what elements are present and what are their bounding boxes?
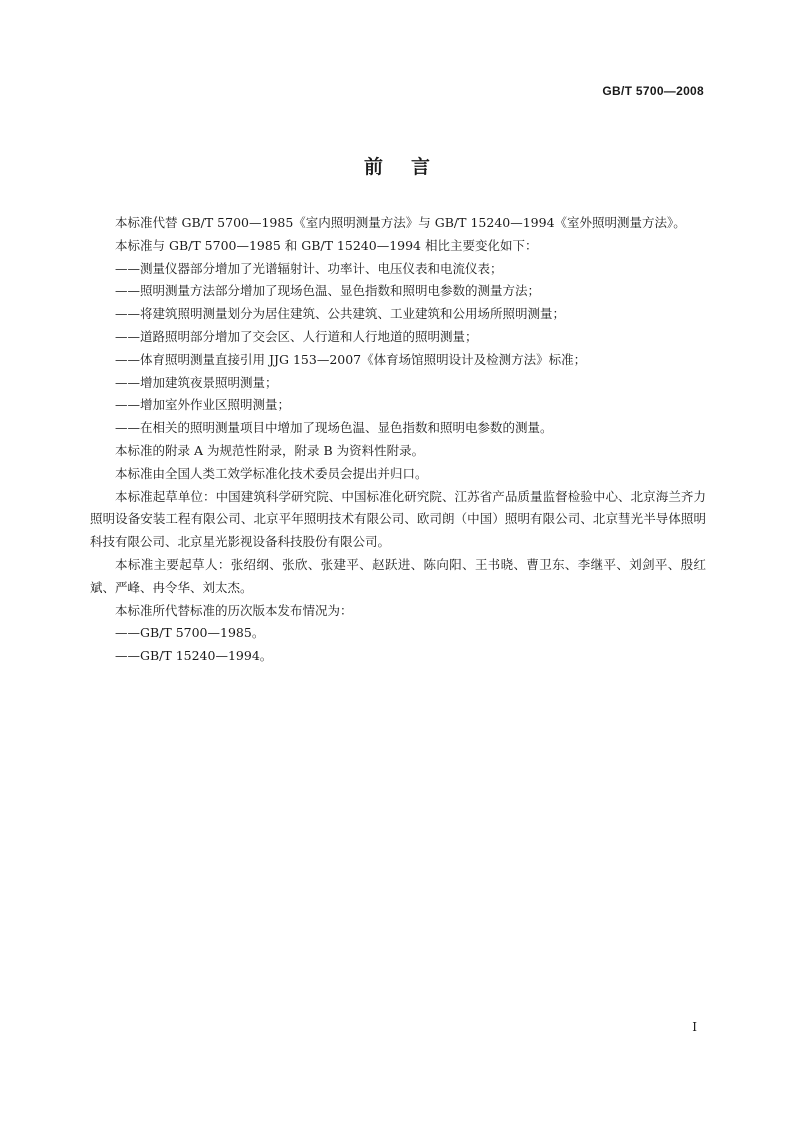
paragraph: 本标准由全国人类工效学标准化技术委员会提出并归口。 [115,465,428,481]
list-item: ——GB/T 15240—1994。 [115,648,273,664]
paragraph: 本标准代替 GB/T 5700—1985《室内照明测量方法》与 GB/T 15240—1994《室外照明测量方法》。 [115,215,686,230]
list-item: ——增加建筑夜景照明测量； [115,374,278,390]
list-item: ——体育照明测量直接引用 JJG 153—2007《体育场馆照明设计及检测方法》标准； [115,351,587,367]
paragraph: 本标准所代替标准的历次版本发布情况为： [115,602,353,618]
paragraph: 本标准起草单位：中国建筑科学研究院、中国标准化研究院、江苏省产品质量监督检验中心、北京海兰齐力照明设备安装工程有限公司、北京平年照明技术有限公司、欧司朗（中国）照明有限公司、北京彗光半导体照明科技有限公司、北京星光影视设备科技股份有限公司。 [90,488,706,550]
list-item: ——在相关的照明测量项目中增加了现场色温、显色指数和照明电参数的测量。 [115,420,553,436]
paragraph: 本标准与 GB/T 5700—1985 和 GB/T 15240—1994 相比主要变化如下： [115,237,538,253]
list-item: ——测量仪器部分增加了光谱辐射计、功率计、电压仪表和电流仪表； [115,260,503,276]
page-number: I [692,1020,697,1034]
list-item: ——道路照明部分增加了交会区、人行道和人行地道的照明测量； [115,328,478,344]
paragraph: 本标准的附录 A 为规范性附录，附录 B 为资料性附录。 [115,442,425,458]
document-body [90,212,706,668]
list-item: ——将建筑照明测量划分为居住建筑、公共建筑、工业建筑和公用场所照明测量； [115,306,566,322]
page-title: 前言 [363,156,458,178]
list-item: ——GB/T 5700—1985。 [115,625,265,641]
standard-code: GB/T 5700—2008 [602,84,704,98]
list-item: ——增加室外作业区照明测量； [115,397,291,413]
list-item: ——照明测量方法部分增加了现场色温、显色指数和照明电参数的测量方法； [115,283,541,299]
paragraph: 本标准主要起草人：张绍纲、张欣、张建平、赵跃进、陈向阳、王书晓、曹卫东、李继平、刘剑平、殷红斌、严峰、冉令华、刘太杰。 [90,556,706,595]
